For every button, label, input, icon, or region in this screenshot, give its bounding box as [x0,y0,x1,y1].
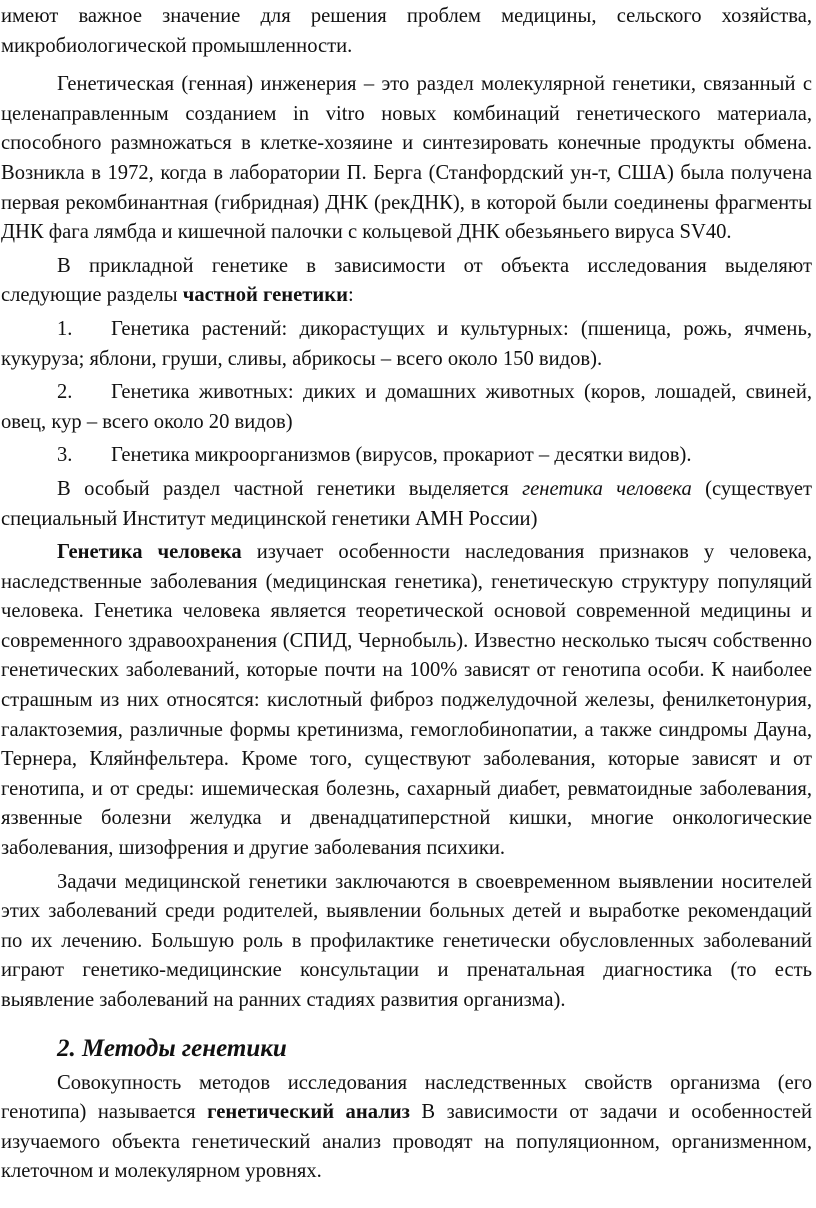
list-item-animals [1,378,812,437]
paragraph-human-genetics [1,538,812,864]
list-number: 1. [57,317,73,340]
paragraph-human-genetics-section [1,475,812,534]
text-run: (существует специальный Институт медицинской генетики АМН России) [1,477,812,530]
bold-term-human-genetics: Генетика человека [57,541,242,564]
paragraph-genetic-engineering: Генетическая (генная) инженерия – это раздел молекулярной генетики, связанный с целенаправленным созданием in vitro новых комбинаций генетического материала, способного размножаться в клетке-хозяине и синтезировать конечные продукты обмена. Возникла в 1972, когда в лаборатории П. Берга (Станфордский ун-т, США) была получена первая рекомбинантная (гибридная) ДНК (рекДНК), в которой были соединены фрагменты ДНК фага лямбда и кишечной палочки с кольцевой ДНК обезьяньего вируса SV40. [1,73,812,244]
text-run: Совокупность методов исследования наследственных свойств организма (его генотипа) называется [1,1071,812,1124]
paragraph-medical-genetics-tasks: Задачи медицинской генетики заключаются в своевременном выявлении носителей этих заболеваний среди родителей, выявлении больных детей и выработке рекомендаций по их лечению. Большую роль в профилактике генетически обусловленных заболеваний играют генетико-медицинские консультации и пренатальная диагностика (то есть выявление заболеваний на ранних стадиях развития организма). [1,870,812,1011]
document-page [0,2,816,1208]
paragraph-continuation: имеют важное значение для решения проблем медицины, сельского хозяйства, микробиологической промышленности. [1,5,812,57]
list-item-text: Генетика микроорганизмов (вирусов, прокариот – десятки видов). [111,444,692,467]
text-run: изучает особенности наследования признаков у человека, наследственные заболевания (медицинская генетика), генетическую структуру популяций человека. Генетика человека является теоретической основой современной медицины и современного здравоохранения (СПИД, Чернобыль). Известно несколько тысяч собственно генетических заболеваний, которые почти на 100% зависят от генотипа особи. К наиболее страшным из них относятся: кислотный фиброз поджелудочной железы, фенилкетонурия, галактоземия, различные формы кретинизма, гемоглобинопатии, а также синдромы Дауна, Тернера, Кляйнфельтера. Кроме того, существуют заболевания, которые зависят и от генотипа, и от среды: ишемическая болезнь, сахарный диабет, ревматоидные заболевания, язвенные болезни желудка и двенадцатиперстной кишки, многие онкологические заболевания, шизофрения и другие заболевания психики. [1,541,812,860]
list-number: 3. [57,444,73,467]
bold-term-private-genetics: частной генетики [182,284,348,307]
list-item-microorganisms [1,441,812,471]
list-item-plants [1,315,812,374]
list-item-text: Генетика животных: диких и домашних животных (коров, лошадей, свиней, овец, кур – всего около 20 видов) [1,381,812,433]
section-heading: 2. Методы генетики [57,1034,287,1062]
italic-term-human-genetics: генетика человека [522,477,692,500]
text-run: : [348,284,354,307]
list-number: 2. [57,381,73,404]
text-run: В особый раздел частной генетики выделяется [57,477,523,500]
paragraph-applied-genetics [1,252,812,311]
text-run: В зависимости от задачи и особенностей изучаемого объекта генетический анализ проводят на популяционном, организменном, клеточном и молекулярном уровнях. [1,1101,812,1183]
bold-term-genetic-analysis: генетический анализ [207,1101,410,1124]
text-run: В прикладной генетике в зависимости от объекта исследования выделяют следующие разделы [1,254,812,307]
list-item-text: Генетика растений: дикорастущих и культурных: (пшеница, рожь, ячмень, кукуруза; яблони, груши, сливы, абрикосы – всего около 150 видов). [1,317,812,370]
paragraph-genetic-analysis [1,1069,812,1187]
